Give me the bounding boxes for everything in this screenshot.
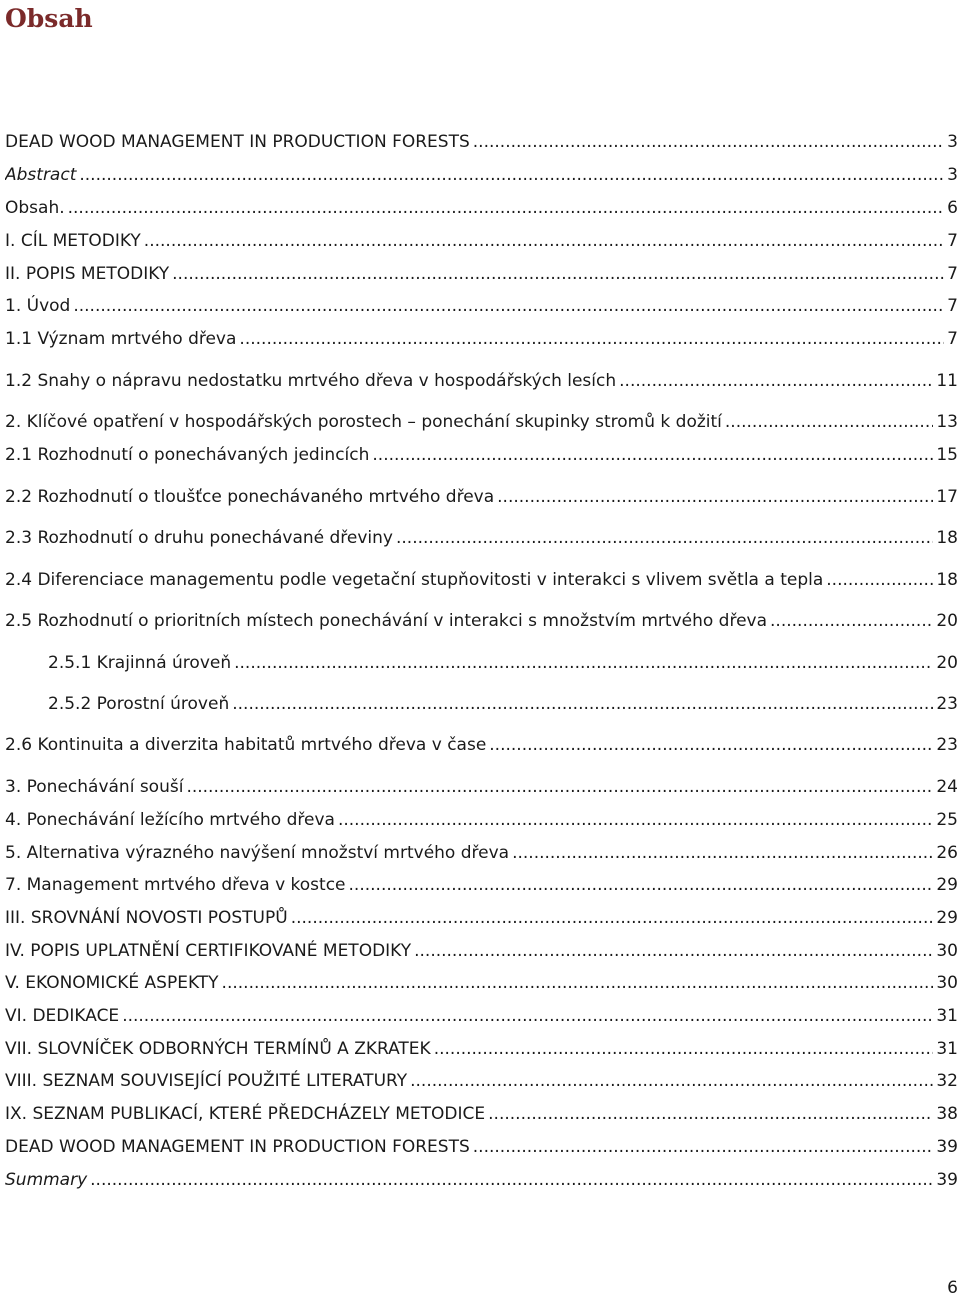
toc-dot-leader	[122, 1002, 933, 1030]
toc-entry[interactable]	[5, 566, 958, 594]
toc-entry-label: IV. POPIS UPLATNĚNÍ CERTIFIKOVANÉ METODIKY	[5, 941, 412, 961]
toc-entry-label: 4. Ponechávání ležícího mrtvého dřeva	[5, 810, 335, 830]
toc-entry-label: IX. SEZNAM PUBLIKACÍ, KTERÉ PŘEDCHÁZELY METODICE	[5, 1104, 486, 1124]
toc-entry-page: 30	[936, 941, 958, 961]
toc-dot-leader	[349, 871, 934, 899]
toc-entry-label: 3. Ponechávání souší	[5, 777, 184, 797]
toc-dot-leader	[725, 408, 933, 436]
toc-entry[interactable]	[5, 969, 958, 997]
toc-entry-page: 17	[936, 487, 958, 507]
toc-entry-page: 38	[936, 1104, 958, 1124]
toc-entry-label: DEAD WOOD MANAGEMENT IN PRODUCTION FORESTS	[5, 132, 470, 152]
toc-entry[interactable]	[5, 1100, 958, 1128]
toc-dot-leader	[826, 566, 933, 594]
toc-entry-label: Obsah.	[5, 198, 65, 218]
toc-entry-label: III. SROVNÁNÍ NOVOSTI POSTUPŮ	[5, 908, 288, 928]
toc-entry-label: 2.5 Rozhodnutí o prioritních místech ponechávání v interakci s množstvím mrtvého dřeva	[5, 611, 768, 631]
toc-entry[interactable]	[5, 194, 958, 222]
toc-entry-page: 25	[936, 810, 958, 830]
toc-entry-page: 7	[947, 264, 958, 284]
toc-entry-label: 1.2 Snahy o nápravu nedostatku mrtvého dřeva v hospodářských lesích	[5, 371, 617, 391]
toc-entry-label: 1.1 Význam mrtvého dřeva	[5, 329, 237, 349]
toc-entry-page: 11	[936, 371, 958, 391]
toc-entry-page: 29	[936, 908, 958, 928]
toc-entry-page: 18	[936, 528, 958, 548]
toc-entry-page: 3	[947, 132, 958, 152]
toc-entry[interactable]	[5, 1002, 958, 1030]
toc-entry[interactable]	[5, 871, 958, 899]
toc-entry-page: 3	[947, 165, 958, 185]
toc-entry-label: Summary	[5, 1170, 88, 1190]
toc-entry[interactable]	[5, 128, 958, 156]
toc-entry[interactable]	[5, 227, 958, 255]
toc-dot-leader	[232, 690, 933, 718]
toc-entry-page: 23	[936, 694, 958, 714]
toc-entry-label: 2.5.1 Krajinná úroveň	[48, 653, 232, 673]
toc-entry[interactable]	[5, 483, 958, 511]
toc-entry[interactable]	[5, 161, 958, 189]
toc-entry-page: 15	[936, 445, 958, 465]
toc-dot-leader	[434, 1035, 934, 1063]
toc-entry[interactable]	[48, 649, 958, 677]
toc-entry-label: 2.1 Rozhodnutí o ponechávaných jedincích	[5, 445, 370, 465]
toc-entry[interactable]	[5, 260, 958, 288]
toc-entry[interactable]	[5, 904, 958, 932]
toc-entry-page: 7	[947, 296, 958, 316]
toc-entry-page: 29	[936, 875, 958, 895]
toc-entry-label: 2.4 Diferenciace managementu podle vegetační stupňovitosti v interakci s vlivem světla a tepla	[5, 570, 824, 590]
toc-entry-page: 26	[936, 843, 958, 863]
toc-entry-label: Abstract	[5, 165, 77, 185]
toc-dot-leader	[68, 194, 945, 222]
toc-entry-label: II. POPIS METODIKY	[5, 264, 170, 284]
toc-entry-page: 7	[947, 231, 958, 251]
toc-dot-leader	[489, 731, 933, 759]
toc-dot-leader	[239, 325, 944, 353]
toc-entry-label: V. EKONOMICKÉ ASPEKTY	[5, 973, 219, 993]
toc-entry[interactable]	[5, 773, 958, 801]
toc-entry[interactable]	[5, 839, 958, 867]
toc-entry-label: 2.5.2 Porostní úroveň	[48, 694, 230, 714]
toc-dot-leader	[144, 227, 944, 255]
toc-entry[interactable]	[5, 1166, 958, 1194]
toc-dot-leader	[396, 524, 933, 552]
toc-entry[interactable]	[48, 690, 958, 718]
toc-entry[interactable]	[5, 731, 958, 759]
toc-entry[interactable]	[5, 524, 958, 552]
toc-dot-leader	[222, 969, 934, 997]
toc-dot-leader	[473, 1133, 934, 1161]
toc-entry-page: 30	[936, 973, 958, 993]
toc-dot-leader	[488, 1100, 933, 1128]
toc-entry-page: 24	[936, 777, 958, 797]
toc-dot-leader	[234, 649, 933, 677]
toc-entry[interactable]	[5, 1133, 958, 1161]
page-title: Obsah	[5, 4, 93, 33]
toc-entry-page: 20	[936, 653, 958, 673]
toc-entry-page: 6	[947, 198, 958, 218]
toc-entry[interactable]	[5, 806, 958, 834]
toc-dot-leader	[497, 483, 933, 511]
toc-entry-page: 39	[936, 1170, 958, 1190]
toc-dot-leader	[414, 937, 933, 965]
toc-entry-label: 7. Management mrtvého dřeva v kostce	[5, 875, 346, 895]
toc-dot-leader	[73, 292, 944, 320]
toc-dot-leader	[770, 607, 933, 635]
toc-entry-label: VII. SLOVNÍČEK ODBORNÝCH TERMÍNŮ A ZKRATEK	[5, 1039, 431, 1059]
toc-entry-page: 31	[936, 1039, 958, 1059]
toc-dot-leader	[473, 128, 944, 156]
toc-dot-leader	[172, 260, 944, 288]
toc-dot-leader	[90, 1166, 933, 1194]
toc-entry-label: 2.6 Kontinuita a diverzita habitatů mrtvého dřeva v čase	[5, 735, 487, 755]
toc-entry-page: 20	[936, 611, 958, 631]
toc-dot-leader	[372, 441, 933, 469]
toc-dot-leader	[338, 806, 933, 834]
toc-entry-page: 39	[936, 1137, 958, 1157]
toc-entry[interactable]	[5, 367, 958, 395]
toc-entry[interactable]	[5, 325, 958, 353]
toc-dot-leader	[79, 161, 944, 189]
toc-entry[interactable]	[5, 408, 958, 436]
toc-dot-leader	[512, 839, 933, 867]
toc-entry-page: 13	[936, 412, 958, 432]
toc-entry-page: 18	[936, 570, 958, 590]
toc-entry-label: DEAD WOOD MANAGEMENT IN PRODUCTION FORESTS	[5, 1137, 470, 1157]
toc-dot-leader	[186, 773, 933, 801]
toc-entry-page: 23	[936, 735, 958, 755]
toc-entry[interactable]	[5, 937, 958, 965]
toc-entry-page: 32	[936, 1071, 958, 1091]
toc-entry-label: VIII. SEZNAM SOUVISEJÍCÍ POUŽITÉ LITERATURY	[5, 1071, 408, 1091]
toc-entry-label: VI. DEDIKACE	[5, 1006, 120, 1026]
toc-entry[interactable]	[5, 1035, 958, 1063]
page-number: 6	[947, 1278, 958, 1298]
toc-dot-leader	[619, 367, 933, 395]
toc-entry[interactable]	[5, 441, 958, 469]
toc-entry-label: I. CÍL METODIKY	[5, 231, 141, 251]
toc-entry[interactable]	[5, 292, 958, 320]
toc-entry-label: 2. Klíčové opatření v hospodářských porostech – ponechání skupinky stromů k dožití	[5, 412, 722, 432]
toc-dot-leader	[410, 1067, 933, 1095]
toc-entry-label: 2.3 Rozhodnutí o druhu ponechávané dřeviny	[5, 528, 393, 548]
toc-entry-page: 7	[947, 329, 958, 349]
toc-entry[interactable]	[5, 1067, 958, 1095]
toc-entry-page: 31	[936, 1006, 958, 1026]
toc-dot-leader	[291, 904, 934, 932]
toc-entry[interactable]	[5, 607, 958, 635]
toc-entry-label: 5. Alternativa výrazného navýšení množství mrtvého dřeva	[5, 843, 510, 863]
toc-entry-label: 1. Úvod	[5, 296, 71, 316]
toc-entry-label: 2.2 Rozhodnutí o tloušťce ponechávaného mrtvého dřeva	[5, 487, 495, 507]
